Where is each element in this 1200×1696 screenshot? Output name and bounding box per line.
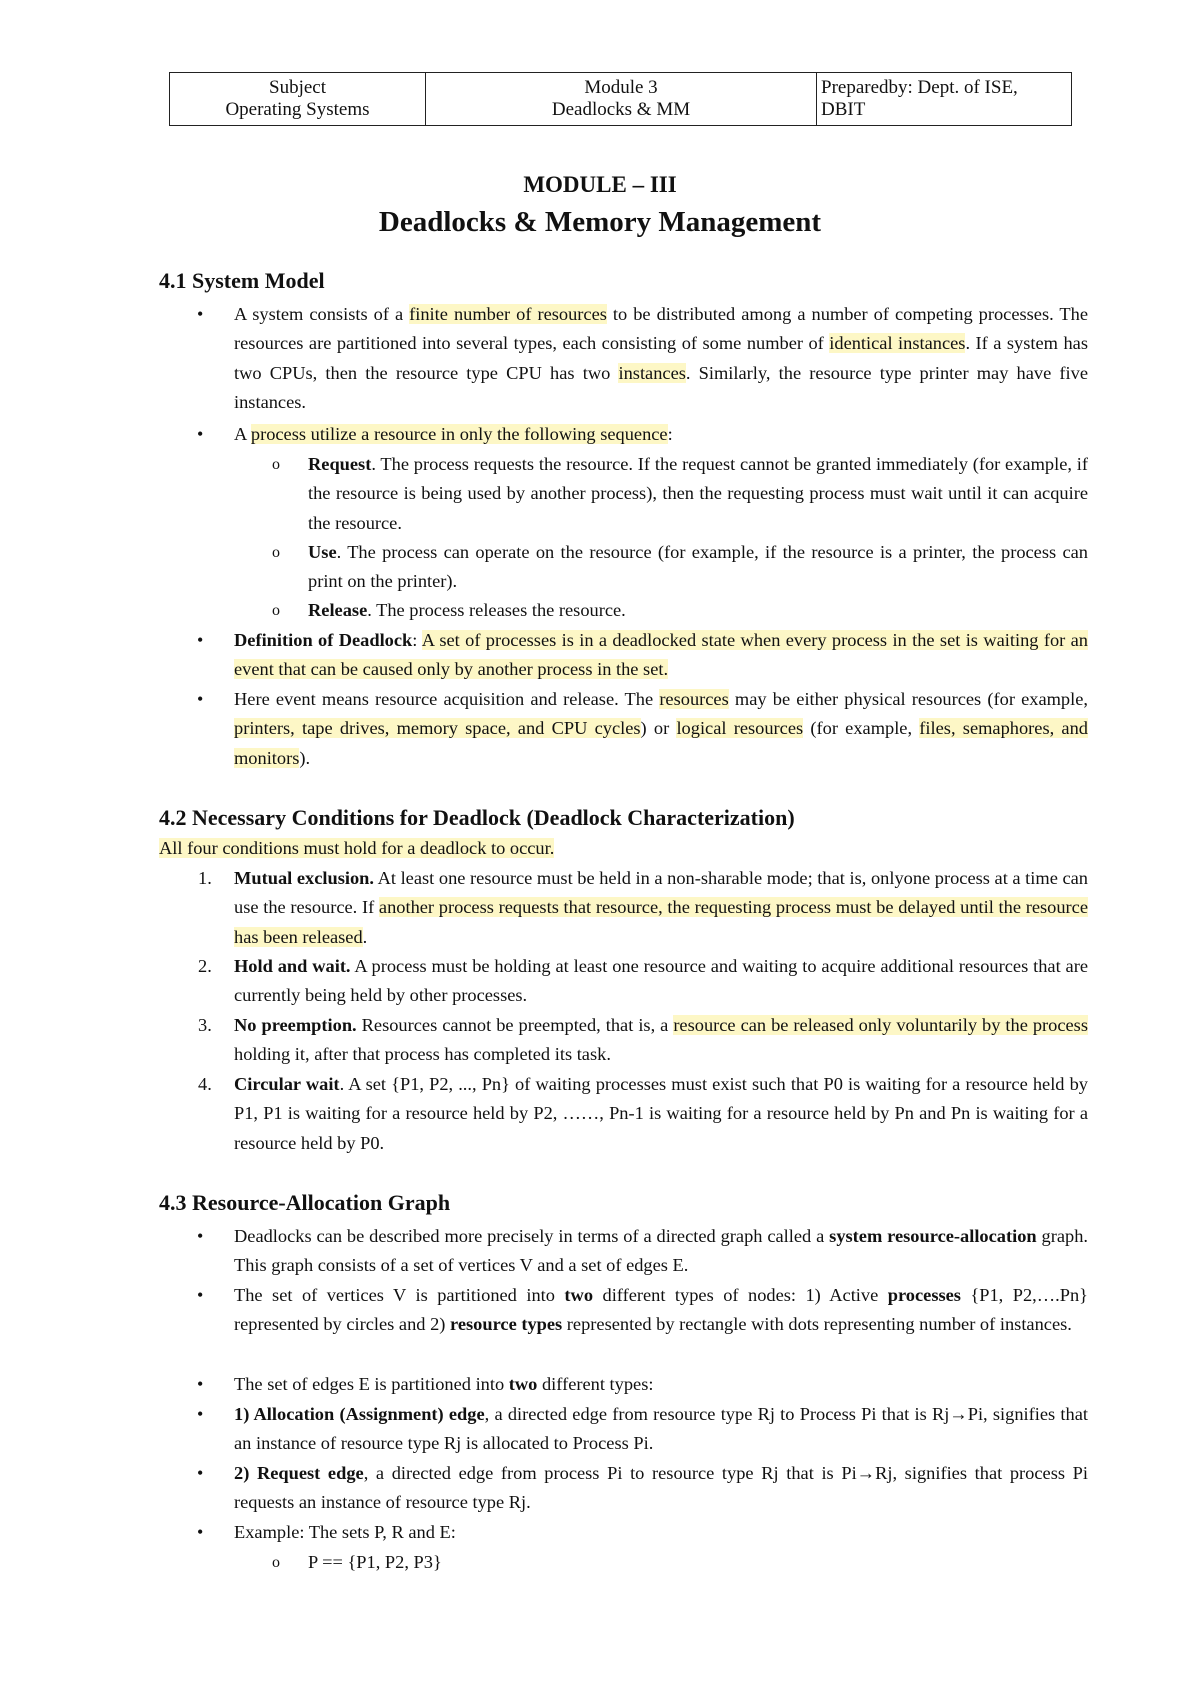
paragraph-request-edge: 2) Request edge, a directed edge from process Pi to resource type Rj that is Pi→Rj, signifies that process Pi requests an instance of resource type Rj.	[234, 1463, 1088, 1513]
subject-value: Operating Systems	[225, 99, 370, 120]
conditions-intro	[159, 834, 554, 863]
highlight: files, semaphores, and monitors	[234, 718, 1088, 768]
paragraph-example: Example: The sets P, R and E:	[234, 1522, 456, 1542]
sub-item-request: Request. The process requests the resource. If the request cannot be granted immediately (for example, if the resource is being used by another process), then the requesting process must wait until it can acquire the resource.	[308, 454, 1088, 533]
bullet-icon	[197, 626, 207, 655]
bullet-icon	[197, 685, 207, 714]
highlight: resource can be released only voluntarily by the process	[673, 1015, 1088, 1035]
prepared-line-1: Preparedby: Dept. of ISE,	[821, 77, 1018, 98]
section-heading-4-1: 4.1 System Model	[159, 268, 325, 293]
bullet-icon	[197, 1370, 207, 1399]
sub-bullet-marker: o	[272, 1554, 280, 1571]
highlight: identical instances	[829, 333, 966, 354]
highlight: process utilize a resource in only the following sequence	[250, 424, 668, 444]
paragraph-allocation-edge: 1) Allocation (Assignment) edge, a directed edge from resource type Rj to Process Pi that is Rj→Pi, signifies that an instance of resource type Rj is allocated to Process Pi.	[234, 1404, 1088, 1454]
sub-bullet-marker: o	[272, 544, 280, 561]
condition-hold-and-wait: Hold and wait. A process must be holding at least one resource and waiting to acquire additional resources that are currently being held by other processes.	[234, 956, 1089, 1006]
bullet-icon	[197, 1459, 207, 1488]
bullet-icon	[197, 1518, 207, 1547]
list-number: 1.	[198, 868, 212, 888]
arrow-right-icon: →	[856, 1463, 876, 1483]
subject-cell	[170, 73, 426, 126]
paragraph-process-sequence: A process utilize a resource in only the following sequence:	[234, 424, 673, 444]
highlight: another process requests that resource, the requesting process must be delayed until the resource has been released	[234, 897, 1088, 947]
condition-circular-wait: Circular wait. A set {P1, P2, ..., Pn} of waiting processes must exist such that P0 is waiting for a resource held by P1, P1 is waiting for a resource held by P2, ……, Pn-1 is waiting for a resource held by Pn and Pn is waiting for a resource held by P0.	[234, 1074, 1088, 1153]
section-heading-4-3: 4.3 Resource-Allocation Graph	[159, 1190, 451, 1215]
prepared-by-cell	[817, 73, 1072, 126]
highlight: All four conditions must hold for a deadlock to occur.	[159, 838, 555, 858]
paragraph-vertices: The set of vertices V is partitioned into two different types of nodes: 1) Active processes {P1, P2,….Pn} represented by circles and 2) resource types represented by rectangle with dots representing number of instances.	[234, 1285, 1089, 1335]
paragraph-event-meaning: Here event means resource acquisition and release. The resources may be either physical resources (for example, printers, tape drives, memory space, and CPU cycles) or logical resources (for example, files, semaphores, and monitors).	[234, 689, 1088, 768]
paragraph-directed-graph: Deadlocks can be described more precisely in terms of a directed graph called a system resource-allocation graph. This graph consists of a set of vertices V and a set of edges E.	[234, 1226, 1088, 1276]
list-number: 3.	[198, 1015, 212, 1035]
sub-bullet-marker: o	[272, 602, 280, 619]
subject-label: Subject	[269, 77, 326, 98]
example-set-p: P == {P1, P2, P3}	[308, 1552, 442, 1572]
module-value: Deadlocks & MM	[551, 99, 691, 120]
module-label-heading: MODULE – III	[523, 172, 677, 197]
paragraph-system-consists: A system consists of a finite number of resources to be distributed among a number of competing processes. The resources are partitioned into several types, each consisting of some number of identical instances. If a system has two CPUs, then the resource type CPU has two instances. Similarly, the resource type printer may have five instances.	[234, 304, 1089, 412]
sub-item-use: Use. The process can operate on the resource (for example, if the resource is a printer, the process can print on the printer).	[308, 542, 1088, 592]
sub-bullet-marker: o	[272, 456, 280, 473]
highlight: resources	[659, 689, 729, 709]
bullet-icon	[197, 420, 207, 449]
list-number: 2.	[198, 956, 212, 976]
header-table	[169, 72, 1072, 126]
sub-item-release: Release. The process releases the resource.	[308, 600, 626, 620]
list-number: 4.	[198, 1074, 212, 1094]
highlight: A set of processes is in a deadlocked state when every process in the set is waiting for an event that can be caused only by another process in the set.	[234, 630, 1088, 680]
section-heading-4-2: 4.2 Necessary Conditions for Deadlock (Deadlock Characterization)	[159, 805, 795, 830]
bullet-icon	[197, 1400, 207, 1429]
paragraph-definition-deadlock: Definition of Deadlock: A set of processes is in a deadlocked state when every process in the set is waiting for an event that can be caused only by another process in the set.	[234, 630, 1088, 680]
module-title: Deadlocks & Memory Management	[378, 206, 822, 238]
prepared-line-2: DBIT	[821, 99, 866, 120]
arrow-right-icon: →	[949, 1404, 968, 1424]
paragraph-edges: The set of edges E is partitioned into two different types:	[234, 1374, 654, 1394]
module-cell	[426, 73, 817, 126]
highlight: logical resources	[676, 718, 804, 739]
bullet-icon	[197, 1222, 207, 1251]
condition-no-preemption: No preemption. Resources cannot be preempted, that is, a resource can be released only voluntarily by the process holding it, after that process has completed its task.	[234, 1015, 1088, 1065]
highlight: printers, tape drives, memory space, and CPU cycles	[234, 718, 641, 739]
bullet-icon	[197, 1281, 207, 1310]
highlight: finite number of resources	[409, 304, 607, 324]
highlight: instances	[618, 362, 686, 383]
module-label: Module 3	[584, 77, 658, 98]
condition-mutual-exclusion: Mutual exclusion. At least one resource must be held in a non-sharable mode; that is, onlyone process at a time can use the resource. If another process requests that resource, the requesting process must be delayed until the resource has been released.	[234, 868, 1088, 947]
bullet-icon	[197, 300, 207, 329]
